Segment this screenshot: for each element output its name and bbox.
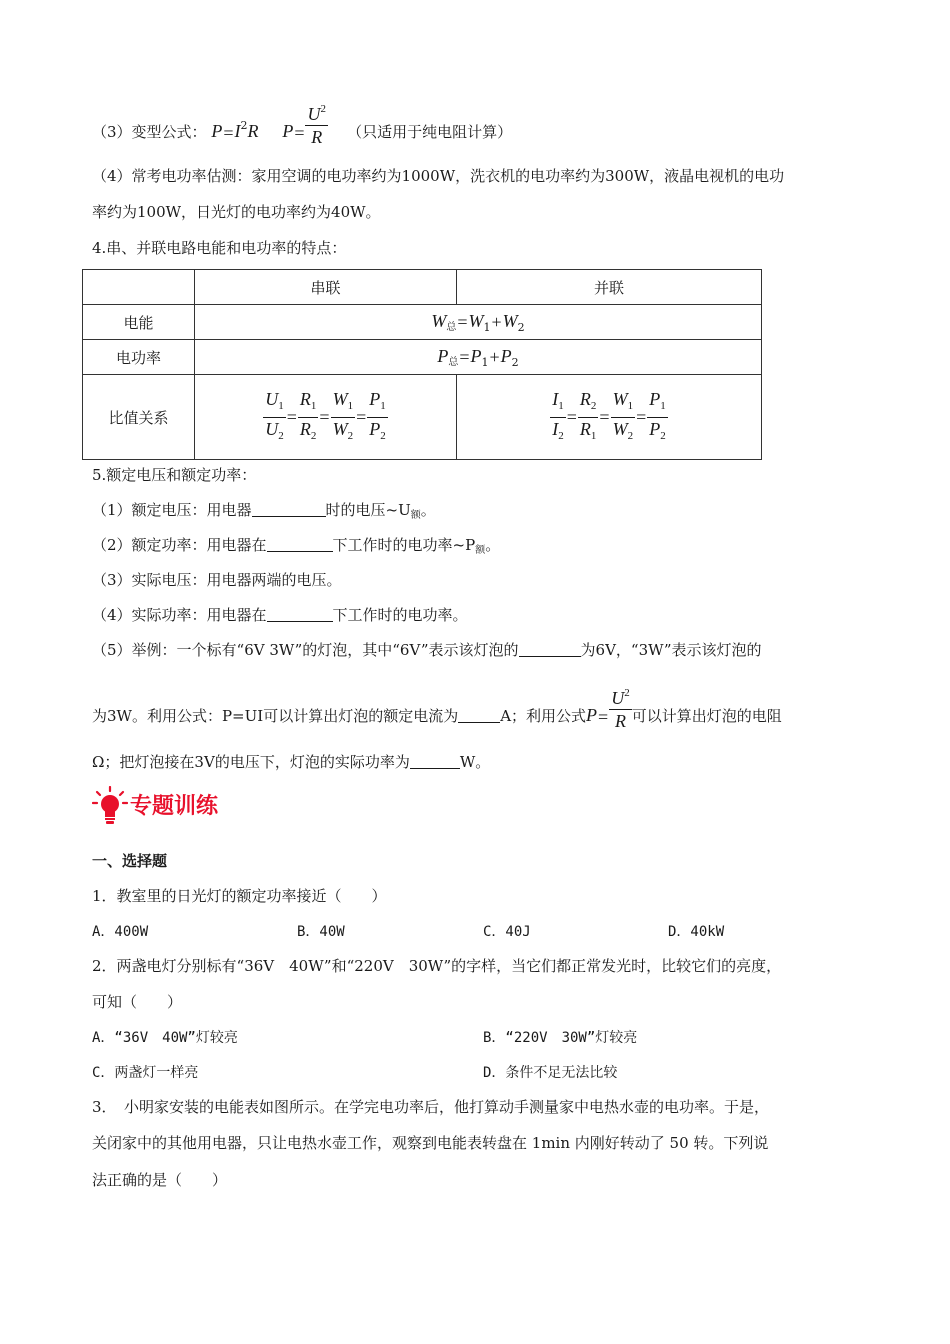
item-4: （4）实际功率：用电器在 下工作时的电功率。 (92, 606, 468, 624)
formula-3-suffix: （只适用于纯电阻计算） (347, 123, 513, 141)
item-5: （5）举例：一个标有“6V 3W”的灯泡，其中“6V”表示该灯泡的 为6V，“3W”表示该灯泡的 (92, 641, 762, 659)
q1-stem: 1．教室里的日光灯的额定功率接近（ ） (92, 887, 387, 905)
q3-line-3: 法正确的是（ ） (92, 1171, 228, 1189)
q2-option-d: D．条件不足无法比较 (483, 1065, 618, 1081)
formula-3: （3）变型公式： $P=I^2R$ P= $\frac{U^2}{R}$ （只适用于纯电阻计算） (92, 116, 512, 148)
item-1: （1）额定电压：用电器 时的电压$\sim U_额$。 (92, 501, 436, 521)
parallel-ratio-formula: $\frac{I_1}{I_2}$ = $\frac{R_2}{R_1}$ = $\frac{W_1}{W_2}$ = $\frac{P_1}{P_2}$ (457, 375, 762, 460)
q3-line-2: 关闭家中的其他用电器，只让电热水壶工作，观察到电能表转盘在 1min 内刚好转动了 50 转。下列说 (92, 1134, 769, 1152)
table-corner (83, 270, 195, 305)
item-2: （2）额定功率：用电器在 下工作时的电功率$\sim P_额$。 (92, 536, 501, 556)
q2-option-a: A．“36V 40W”灯较亮 (92, 1030, 238, 1046)
table-row-ratio: 比值关系 (83, 375, 195, 460)
table-header-series: 串联 (195, 270, 457, 305)
q2-option-b: B．“220V 30W”灯较亮 (483, 1030, 638, 1046)
p4-line1: （4）常考电功率估测：家用空调的电功率约为1000W，洗衣机的电功率约为300W，液晶电视机的电功 (92, 167, 785, 185)
q1-option-c: C．40J (483, 924, 531, 940)
q1-option-b: B．40W (297, 924, 345, 940)
q1-option-d: D．40kW (668, 924, 725, 940)
p4-line2: 率约为100W，日光灯的电功率约为40W。 (92, 203, 381, 221)
lightbulb-icon (92, 786, 128, 826)
q2-stem-1: 2．两盏电灯分别标有“36V 40W”和“220V 30W”的字样，当它们都正常发光时，比较它们的亮度， (92, 957, 782, 975)
comparison-table (82, 269, 762, 460)
formula-3-prefix: （3）变型公式： (92, 123, 207, 141)
q1-option-a: A．400W (92, 924, 149, 940)
item-3: （3）实际电压：用电器两端的电压。 (92, 571, 342, 589)
section-heading: 专题训练 (130, 794, 219, 819)
series-ratio-formula: $\frac{U_1}{U_2}$ = $\frac{R_1}{R_2}$ = $\frac{W_1}{W_2}$ = $\frac{P_1}{P_2}$ (195, 375, 457, 460)
q2-option-c: C．两盏灯一样亮 (92, 1065, 199, 1081)
table-header-parallel: 并联 (457, 270, 762, 305)
q3-line-1: 3． 小明家安装的电能表如图所示。在学完电功率后，他打算动手测量家中电热水壶的电功率。于是， (92, 1098, 770, 1116)
section-1-title: 一、选择题 (92, 852, 168, 870)
table-row-energy: 电能 (83, 305, 195, 340)
table-row-power: 电功率 (83, 340, 195, 375)
item-7: Ω；把灯泡接在3V的电压下，灯泡的实际功率为 W。 (92, 753, 491, 771)
section5-title: 5.额定电压和额定功率： (92, 466, 257, 484)
q2-stem-2: 可知（ ） (92, 993, 183, 1011)
power-formula: $P_总=P_1+P_2$ (195, 340, 762, 375)
section4-title: 4.串、并联电路电能和电功率的特点： (92, 239, 347, 257)
item-6: 为3W。利用公式：P=UI可以计算出灯泡的额定电流为 A；利用公式P= $\frac{U^2}{R}$ 可以计算出灯泡的电阻 (92, 702, 782, 732)
energy-formula: $W_总=W_1+W_2$ (195, 305, 762, 340)
